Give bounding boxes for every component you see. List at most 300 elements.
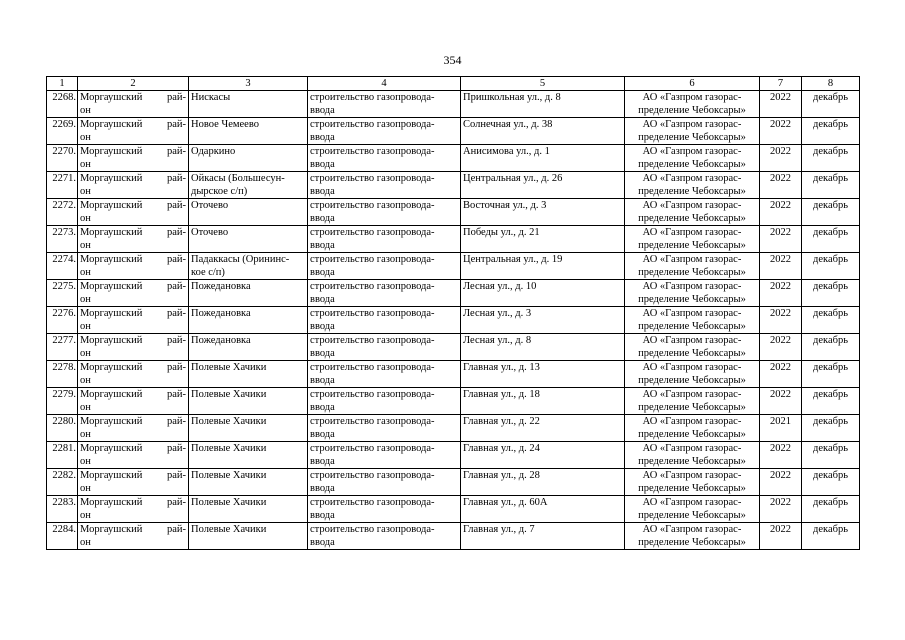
district-hyphen-part: рай-	[166, 254, 186, 265]
district-cell	[78, 118, 189, 145]
table-row	[47, 388, 860, 415]
work-type-line-2: ввода	[310, 321, 335, 332]
row-number: 2281.	[47, 442, 78, 469]
address-cell: Солнечная ул., д. 38	[461, 118, 625, 145]
organization-line-1: АО «Газпром газорас-	[642, 281, 742, 292]
organization-line-1: АО «Газпром газорас-	[642, 308, 742, 319]
row-number: 2275.	[47, 280, 78, 307]
work-type-line-2: ввода	[310, 159, 335, 170]
district-name: Моргаушский	[80, 146, 143, 157]
month-cell: декабрь	[802, 523, 860, 550]
organization-line-2: пределение Чебоксары»	[638, 348, 746, 359]
address-cell: Победы ул., д. 21	[461, 226, 625, 253]
district-cell	[78, 442, 189, 469]
work-type-line-1: строительство газопровода-	[310, 146, 435, 157]
settlement-line-1: Полевые Хачики	[191, 524, 267, 535]
settlement-cell	[189, 253, 308, 280]
month-cell: декабрь	[802, 118, 860, 145]
year-cell: 2022	[760, 496, 802, 523]
row-number: 2271.	[47, 172, 78, 199]
work-type-line-2: ввода	[310, 510, 335, 521]
organization-line-1: АО «Газпром газорас-	[642, 200, 742, 211]
column-number: 8	[802, 77, 860, 91]
work-type-line-2: ввода	[310, 105, 335, 116]
work-type-line-2: ввода	[310, 267, 335, 278]
district-suffix: он	[80, 456, 91, 467]
organization-cell	[625, 469, 760, 496]
organization-line-2: пределение Чебоксары»	[638, 213, 746, 224]
settlement-cell	[189, 91, 308, 118]
organization-line-2: пределение Чебоксары»	[638, 510, 746, 521]
settlement-line-1: Полевые Хачики	[191, 362, 267, 373]
address-cell: Главная ул., д. 24	[461, 442, 625, 469]
work-type-line-1: строительство газопровода-	[310, 254, 435, 265]
district-name: Моргаушский	[80, 443, 143, 454]
district-suffix: он	[80, 132, 91, 143]
settlement-line-1: Оточево	[191, 200, 229, 211]
district-suffix: он	[80, 105, 91, 116]
settlement-line-1: Полевые Хачики	[191, 416, 267, 427]
work-type-line-1: строительство газопровода-	[310, 308, 435, 319]
address-cell: Главная ул., д. 28	[461, 469, 625, 496]
address-cell: Центральная ул., д. 26	[461, 172, 625, 199]
district-cell	[78, 307, 189, 334]
work-type-line-2: ввода	[310, 132, 335, 143]
organization-line-1: АО «Газпром газорас-	[642, 389, 742, 400]
settlement-line-1: Пожедановка	[191, 281, 251, 292]
month-cell: декабрь	[802, 469, 860, 496]
settlement-cell	[189, 442, 308, 469]
organization-line-2: пределение Чебоксары»	[638, 186, 746, 197]
table-body	[47, 91, 860, 550]
district-hyphen-part: рай-	[166, 119, 186, 130]
organization-cell	[625, 307, 760, 334]
district-suffix: он	[80, 213, 91, 224]
column-number: 5	[461, 77, 625, 91]
year-cell: 2022	[760, 361, 802, 388]
work-type-cell	[308, 388, 461, 415]
row-number: 2277.	[47, 334, 78, 361]
work-type-line-1: строительство газопровода-	[310, 335, 435, 346]
year-cell: 2022	[760, 91, 802, 118]
year-cell: 2022	[760, 280, 802, 307]
district-cell	[78, 172, 189, 199]
table-row	[47, 469, 860, 496]
table-row	[47, 496, 860, 523]
work-type-cell	[308, 442, 461, 469]
settlement-line-1: Пожедановка	[191, 335, 251, 346]
year-cell: 2022	[760, 388, 802, 415]
month-cell: декабрь	[802, 334, 860, 361]
settlement-cell	[189, 226, 308, 253]
organization-cell	[625, 280, 760, 307]
work-type-line-2: ввода	[310, 456, 335, 467]
district-suffix: он	[80, 267, 91, 278]
work-type-line-1: строительство газопровода-	[310, 362, 435, 373]
table-row	[47, 415, 860, 442]
district-cell	[78, 334, 189, 361]
work-type-line-2: ввода	[310, 213, 335, 224]
work-type-line-1: строительство газопровода-	[310, 470, 435, 481]
district-name: Моргаушский	[80, 173, 143, 184]
settlement-cell	[189, 334, 308, 361]
year-cell: 2022	[760, 199, 802, 226]
district-hyphen-part: рай-	[166, 524, 186, 535]
work-type-line-2: ввода	[310, 186, 335, 197]
organization-line-1: АО «Газпром газорас-	[642, 335, 742, 346]
work-type-line-2: ввода	[310, 294, 335, 305]
organization-cell	[625, 118, 760, 145]
address-cell: Центральная ул., д. 19	[461, 253, 625, 280]
work-type-line-1: строительство газопровода-	[310, 281, 435, 292]
month-cell: декабрь	[802, 91, 860, 118]
address-cell: Главная ул., д. 13	[461, 361, 625, 388]
settlement-cell	[189, 415, 308, 442]
year-cell: 2022	[760, 334, 802, 361]
settlement-cell	[189, 523, 308, 550]
year-cell: 2022	[760, 118, 802, 145]
settlement-cell	[189, 307, 308, 334]
organization-line-1: АО «Газпром газорас-	[642, 362, 742, 373]
work-type-cell	[308, 280, 461, 307]
district-cell	[78, 226, 189, 253]
settlement-line-1: Пожедановка	[191, 308, 251, 319]
district-hyphen-part: рай-	[166, 362, 186, 373]
row-number: 2272.	[47, 199, 78, 226]
district-cell	[78, 91, 189, 118]
district-hyphen-part: рай-	[166, 389, 186, 400]
address-cell: Лесная ул., д. 3	[461, 307, 625, 334]
work-type-line-1: строительство газопровода-	[310, 227, 435, 238]
settlement-cell	[189, 388, 308, 415]
organization-line-2: пределение Чебоксары»	[638, 456, 746, 467]
organization-line-2: пределение Чебоксары»	[638, 294, 746, 305]
organization-cell	[625, 442, 760, 469]
organization-cell	[625, 91, 760, 118]
district-cell	[78, 523, 189, 550]
row-number: 2282.	[47, 469, 78, 496]
settlement-cell	[189, 172, 308, 199]
work-type-cell	[308, 172, 461, 199]
organization-line-2: пределение Чебоксары»	[638, 267, 746, 278]
district-hyphen-part: рай-	[166, 416, 186, 427]
district-cell	[78, 415, 189, 442]
work-type-cell	[308, 496, 461, 523]
organization-line-1: АО «Газпром газорас-	[642, 227, 742, 238]
address-cell: Лесная ул., д. 8	[461, 334, 625, 361]
district-name: Моргаушский	[80, 389, 143, 400]
organization-line-1: АО «Газпром газорас-	[642, 146, 742, 157]
work-type-cell	[308, 334, 461, 361]
organization-line-2: пределение Чебоксары»	[638, 240, 746, 251]
district-suffix: он	[80, 186, 91, 197]
organization-cell	[625, 145, 760, 172]
table-row	[47, 172, 860, 199]
district-hyphen-part: рай-	[166, 146, 186, 157]
month-cell: декабрь	[802, 172, 860, 199]
organization-cell	[625, 253, 760, 280]
district-name: Моргаушский	[80, 200, 143, 211]
district-cell	[78, 253, 189, 280]
settlement-line-1: Оточево	[191, 227, 229, 238]
organization-cell	[625, 496, 760, 523]
table-row	[47, 91, 860, 118]
organization-cell	[625, 199, 760, 226]
district-name: Моргаушский	[80, 335, 143, 346]
month-cell: декабрь	[802, 307, 860, 334]
organization-cell	[625, 523, 760, 550]
work-type-cell	[308, 145, 461, 172]
district-suffix: он	[80, 429, 91, 440]
work-type-cell	[308, 307, 461, 334]
table-row	[47, 334, 860, 361]
district-suffix: он	[80, 240, 91, 251]
district-suffix: он	[80, 159, 91, 170]
organization-line-1: АО «Газпром газорас-	[642, 119, 742, 130]
district-hyphen-part: рай-	[166, 173, 186, 184]
column-number: 3	[189, 77, 308, 91]
month-cell: декабрь	[802, 253, 860, 280]
district-hyphen-part: рай-	[166, 308, 186, 319]
organization-line-1: АО «Газпром газорас-	[642, 254, 742, 265]
work-type-line-1: строительство газопровода-	[310, 497, 435, 508]
year-cell: 2022	[760, 523, 802, 550]
district-suffix: он	[80, 321, 91, 332]
table-row	[47, 280, 860, 307]
year-cell: 2022	[760, 307, 802, 334]
district-suffix: он	[80, 348, 91, 359]
organization-line-1: АО «Газпром газорас-	[642, 92, 742, 103]
page-number: 354	[443, 53, 462, 67]
work-type-line-1: строительство газопровода-	[310, 92, 435, 103]
organization-line-2: пределение Чебоксары»	[638, 132, 746, 143]
work-type-cell	[308, 118, 461, 145]
organization-line-2: пределение Чебоксары»	[638, 321, 746, 332]
row-number: 2269.	[47, 118, 78, 145]
district-hyphen-part: рай-	[166, 200, 186, 211]
district-name: Моргаушский	[80, 470, 143, 481]
settlement-cell	[189, 361, 308, 388]
year-cell: 2022	[760, 469, 802, 496]
column-number-row	[47, 77, 860, 91]
table-row	[47, 199, 860, 226]
table-row	[47, 253, 860, 280]
settlement-line-1: Новое Чемеево	[191, 119, 259, 130]
work-type-line-1: строительство газопровода-	[310, 200, 435, 211]
work-type-cell	[308, 199, 461, 226]
row-number: 2284.	[47, 523, 78, 550]
column-number: 6	[625, 77, 760, 91]
district-cell	[78, 280, 189, 307]
organization-cell	[625, 334, 760, 361]
organization-line-1: АО «Газпром газорас-	[642, 173, 742, 184]
work-type-line-2: ввода	[310, 429, 335, 440]
settlement-line-1: Полевые Хачики	[191, 389, 267, 400]
row-number: 2268.	[47, 91, 78, 118]
month-cell: декабрь	[802, 280, 860, 307]
district-hyphen-part: рай-	[166, 92, 186, 103]
work-type-line-1: строительство газопровода-	[310, 416, 435, 427]
district-hyphen-part: рай-	[166, 443, 186, 454]
organization-line-2: пределение Чебоксары»	[638, 159, 746, 170]
district-hyphen-part: рай-	[166, 281, 186, 292]
district-suffix: он	[80, 483, 91, 494]
month-cell: декабрь	[802, 361, 860, 388]
settlement-cell	[189, 496, 308, 523]
row-number: 2270.	[47, 145, 78, 172]
work-type-line-2: ввода	[310, 402, 335, 413]
address-cell: Главная ул., д. 22	[461, 415, 625, 442]
district-cell	[78, 388, 189, 415]
row-number: 2273.	[47, 226, 78, 253]
work-type-line-2: ввода	[310, 375, 335, 386]
year-cell: 2022	[760, 226, 802, 253]
table-row	[47, 442, 860, 469]
table-row	[47, 118, 860, 145]
gas-works-table	[46, 76, 860, 550]
work-type-line-2: ввода	[310, 240, 335, 251]
organization-line-1: АО «Газпром газорас-	[642, 470, 742, 481]
district-name: Моргаушский	[80, 254, 143, 265]
address-cell: Анисимова ул., д. 1	[461, 145, 625, 172]
row-number: 2276.	[47, 307, 78, 334]
work-type-cell	[308, 523, 461, 550]
organization-line-1: АО «Газпром газорас-	[642, 443, 742, 454]
district-hyphen-part: рай-	[166, 497, 186, 508]
column-number: 1	[47, 77, 78, 91]
settlement-line-1: Ойкасы (Большесун-	[191, 173, 285, 184]
district-cell	[78, 145, 189, 172]
district-hyphen-part: рай-	[166, 335, 186, 346]
district-name: Моргаушский	[80, 308, 143, 319]
organization-line-1: АО «Газпром газорас-	[642, 416, 742, 427]
district-name: Моргаушский	[80, 119, 143, 130]
year-cell: 2022	[760, 145, 802, 172]
district-suffix: он	[80, 537, 91, 548]
address-cell: Лесная ул., д. 10	[461, 280, 625, 307]
district-name: Моргаушский	[80, 362, 143, 373]
table-row	[47, 226, 860, 253]
organization-cell	[625, 172, 760, 199]
organization-line-2: пределение Чебоксары»	[638, 537, 746, 548]
district-suffix: он	[80, 402, 91, 413]
table-row	[47, 361, 860, 388]
year-cell: 2022	[760, 172, 802, 199]
table-row	[47, 145, 860, 172]
month-cell: декабрь	[802, 415, 860, 442]
year-cell: 2022	[760, 253, 802, 280]
work-type-line-2: ввода	[310, 483, 335, 494]
settlement-line-2: кое с/п)	[191, 267, 225, 278]
month-cell: декабрь	[802, 199, 860, 226]
organization-line-2: пределение Чебоксары»	[638, 429, 746, 440]
month-cell: декабрь	[802, 145, 860, 172]
organization-line-2: пределение Чебоксары»	[638, 105, 746, 116]
organization-cell	[625, 361, 760, 388]
district-cell	[78, 361, 189, 388]
district-name: Моргаушский	[80, 281, 143, 292]
column-number: 7	[760, 77, 802, 91]
row-number: 2280.	[47, 415, 78, 442]
work-type-cell	[308, 469, 461, 496]
work-type-line-1: строительство газопровода-	[310, 524, 435, 535]
work-type-line-1: строительство газопровода-	[310, 119, 435, 130]
address-cell: Главная ул., д. 60А	[461, 496, 625, 523]
year-cell: 2021	[760, 415, 802, 442]
address-cell: Восточная ул., д. 3	[461, 199, 625, 226]
settlement-cell	[189, 118, 308, 145]
work-type-line-2: ввода	[310, 537, 335, 548]
table-row	[47, 307, 860, 334]
address-cell: Главная ул., д. 7	[461, 523, 625, 550]
row-number: 2278.	[47, 361, 78, 388]
settlement-cell	[189, 469, 308, 496]
settlement-cell	[189, 199, 308, 226]
district-name: Моргаушский	[80, 416, 143, 427]
address-cell: Главная ул., д. 18	[461, 388, 625, 415]
settlement-line-1: Полевые Хачики	[191, 497, 267, 508]
district-name: Моргаушский	[80, 227, 143, 238]
district-hyphen-part: рай-	[166, 470, 186, 481]
district-cell	[78, 496, 189, 523]
organization-cell	[625, 415, 760, 442]
district-name: Моргаушский	[80, 497, 143, 508]
year-cell: 2022	[760, 442, 802, 469]
organization-line-1: АО «Газпром газорас-	[642, 524, 742, 535]
organization-cell	[625, 226, 760, 253]
organization-line-2: пределение Чебоксары»	[638, 483, 746, 494]
work-type-line-2: ввода	[310, 348, 335, 359]
month-cell: декабрь	[802, 442, 860, 469]
month-cell: декабрь	[802, 226, 860, 253]
district-hyphen-part: рай-	[166, 227, 186, 238]
work-type-cell	[308, 361, 461, 388]
work-type-cell	[308, 415, 461, 442]
organization-line-2: пределение Чебоксары»	[638, 375, 746, 386]
column-number: 4	[308, 77, 461, 91]
district-name: Моргаушский	[80, 524, 143, 535]
work-type-line-1: строительство газопровода-	[310, 389, 435, 400]
organization-line-1: АО «Газпром газорас-	[642, 497, 742, 508]
month-cell: декабрь	[802, 496, 860, 523]
settlement-cell	[189, 145, 308, 172]
settlement-line-1: Полевые Хачики	[191, 470, 267, 481]
organization-line-2: пределение Чебоксары»	[638, 402, 746, 413]
table-row	[47, 523, 860, 550]
work-type-line-1: строительство газопровода-	[310, 173, 435, 184]
organization-cell	[625, 388, 760, 415]
settlement-line-1: Падаккасы (Орининс-	[191, 254, 290, 265]
address-cell: Пришкольная ул., д. 8	[461, 91, 625, 118]
district-suffix: он	[80, 375, 91, 386]
settlement-line-1: Нискасы	[191, 92, 231, 103]
district-cell	[78, 469, 189, 496]
month-cell: декабрь	[802, 388, 860, 415]
settlement-line-1: Одаркино	[191, 146, 236, 157]
column-number: 2	[78, 77, 189, 91]
settlement-line-1: Полевые Хачики	[191, 443, 267, 454]
row-number: 2283.	[47, 496, 78, 523]
work-type-cell	[308, 226, 461, 253]
work-type-cell	[308, 91, 461, 118]
district-suffix: он	[80, 294, 91, 305]
work-type-line-1: строительство газопровода-	[310, 443, 435, 454]
row-number: 2274.	[47, 253, 78, 280]
work-type-cell	[308, 253, 461, 280]
settlement-line-2: дырское с/п)	[191, 186, 248, 197]
district-suffix: он	[80, 510, 91, 521]
settlement-cell	[189, 280, 308, 307]
